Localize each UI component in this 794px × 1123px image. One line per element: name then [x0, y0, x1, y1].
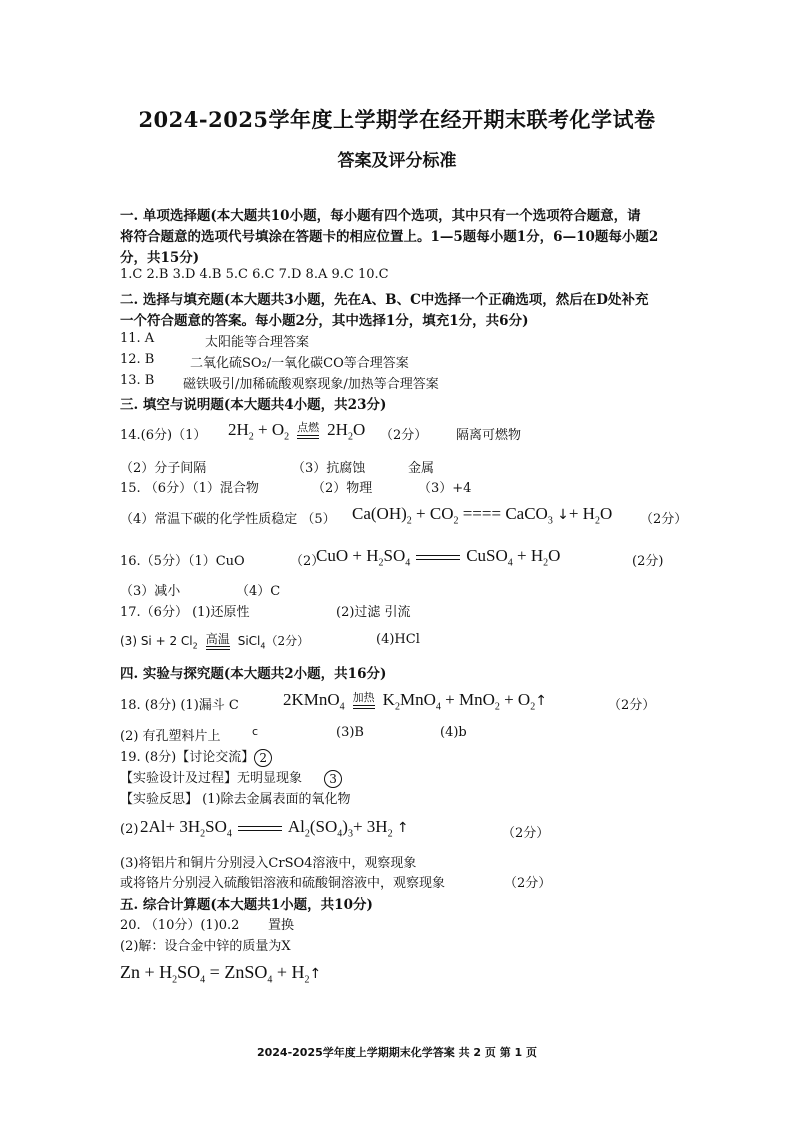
q18-score: （2分）	[608, 698, 656, 713]
q19-part2-label: (2)	[120, 822, 139, 837]
q14-part3-metal: 金属	[408, 461, 435, 476]
section-4-heading: 四. 实验与探究题(本大题共2小题，共16分)	[120, 666, 387, 682]
q17-equation: (3) Si + 2 $Cl_2$ 高温 SiCl$_4$（2分）	[120, 632, 310, 651]
q18-part2: (2) 有孔塑料片上	[120, 729, 221, 744]
q17-part2: (2)过滤 引流	[336, 605, 411, 620]
q16-part2-label: （2）	[290, 554, 325, 569]
q19-equation: $2Al+ 3H_2SO_4$ $Al_2(SO_4)_3+ 3H_2$ ↑	[140, 817, 409, 840]
q12-number: 12. B	[120, 352, 155, 367]
q16-part4: （4）C	[236, 584, 281, 599]
q13-answer: 磁铁吸引/加稀硫酸观察现象/加热等合理答案	[183, 377, 439, 392]
section-2-heading-line2: 一个符合题意的答案。每小题2分，其中选择1分，填充1分，共6分)	[120, 313, 529, 329]
q18-part3: (3)B	[336, 725, 364, 740]
q14-header: 14.(6分)（1）	[120, 428, 207, 443]
q14-part2: （2）分子间隔	[120, 461, 207, 476]
q18-equation: 2KMnO$_4$ 加热 $K_2MnO_4 + MnO_2$ + $O_2↑$	[283, 690, 547, 713]
section-5-heading: 五. 综合计算题(本大题共1小题，共10分)	[120, 897, 373, 913]
q19-part3-line2: 或将铬片分别浸入硫酸铝溶液和硫酸铜溶液中，观察现象	[120, 876, 446, 891]
q19-discussion: 19. (8分)【讨论交流】 2	[120, 746, 272, 767]
section-2-heading-line1: 二. 选择与填充题(本大题共3小题，先在A、B、C中选择一个正确选项，然后在D处补充	[120, 292, 649, 308]
q16-score: (2分)	[632, 554, 664, 569]
q14-part3: （3）抗腐蚀	[292, 461, 366, 476]
page-title: 2024-2025学年度上学期学在经开期末联考化学试卷	[138, 107, 656, 132]
q14-condition: 点燃	[297, 423, 319, 439]
q20-part1-type: 置换	[268, 918, 295, 933]
section-1-heading-line2: 将符合题意的选项代号填涂在答题卡的相应位置上。1—5题每小题1分，6—10题每小题2	[120, 229, 659, 245]
q19-score: （2分）	[502, 826, 550, 841]
q15-part3: （3）+4	[418, 481, 472, 496]
q15-part1: 15. （6分）（1）混合物	[120, 481, 259, 496]
q15-part2: （2）物理	[312, 481, 373, 496]
q17-condition: 高温	[206, 633, 230, 650]
q15-part4-5: （4）常温下碳的化学性质稳定 （5）	[120, 512, 336, 527]
q19-reflection: 【实验反思】 (1)除去金属表面的氧化物	[120, 792, 351, 807]
q14-equation: $2H_2 + O_2$ 点燃 $2H_2O$	[228, 420, 366, 443]
section-3-heading: 三. 填空与说明题(本大题共4小题，共23分)	[120, 397, 387, 413]
circled-number-3: 3	[324, 770, 342, 788]
q11-answer: 太阳能等合理答案	[205, 335, 310, 350]
q20-part2: (2)解：设合金中锌的质量为X	[120, 939, 291, 954]
q20-equation: $Zn + H_2SO_4$ = ZnSO$_4$ + $H_2↑$	[120, 962, 322, 986]
q14-score: （2分）	[380, 428, 428, 443]
q17-part1: 17.（6分） (1)还原性	[120, 605, 250, 620]
q18-part1: 18. (8分) (1)漏斗 C	[120, 698, 239, 713]
q14-note: 隔离可燃物	[456, 428, 522, 443]
page-footer: 2024-2025学年度上学期期末化学答案 共 2 页 第 1 页	[256, 1046, 538, 1059]
section-1-answers: 1.C 2.B 3.D 4.B 5.C 6.C 7.D 8.A 9.C 10.C	[120, 267, 389, 282]
section-1-heading-line3: 分，共15分)	[120, 250, 200, 266]
q15-score: （2分）	[640, 512, 688, 527]
q18-part2-answer: c	[252, 725, 259, 738]
q19-part3-line1: (3)将铝片和铜片分别浸入CrSO4溶液中，观察现象	[120, 856, 417, 871]
q20-part1: 20. （10分）(1)0.2	[120, 918, 240, 933]
q16-part1: 16.（5分）（1）CuO	[120, 554, 245, 569]
q19-part3-score: （2分）	[504, 876, 552, 891]
q19-design: 【实验设计及过程】无明显现象 3	[120, 767, 342, 788]
page-subtitle: 答案及评分标准	[337, 151, 457, 171]
circled-number-2: 2	[254, 749, 272, 767]
q11-number: 11. A	[120, 331, 155, 346]
q15-equation: $Ca(OH)_2 + CO_2$ ==== CaCO$_3$ ↓+ $H_2O$	[352, 504, 613, 527]
q16-equation: CuO + $H_2SO_4$ CuSO$_4$ + $H_2O$	[316, 546, 561, 569]
q18-part4: (4)b	[440, 725, 467, 740]
q13-number: 13. B	[120, 373, 155, 388]
q16-part3: （3）减小	[120, 584, 181, 599]
q12-answer: 二氧化硫SO₂/一氧化碳CO等合理答案	[190, 356, 409, 371]
section-1-heading-line1: 一. 单项选择题(本大题共10小题，每小题有四个选项，其中只有一个选项符合题意，请	[120, 208, 641, 224]
q17-part4: (4)HCl	[376, 632, 420, 647]
q18-condition: 加热	[353, 693, 375, 709]
